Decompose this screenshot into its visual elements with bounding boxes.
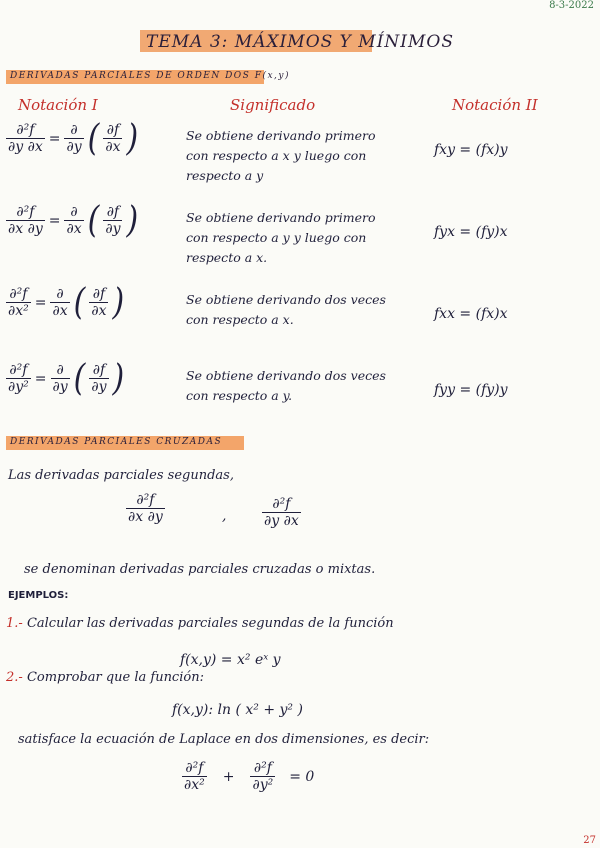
left-paren: (: [87, 198, 100, 241]
inner-numerator: ∂f: [106, 122, 120, 138]
example-2-formula: f(x,y): ln ( x² + y² ): [172, 702, 303, 718]
meaning-text: Se obtiene derivando primero con respecto a y y luego con respecto a x.: [186, 210, 376, 265]
cross-f2-den: ∂y ∂x: [264, 513, 299, 529]
lhs-denominator: ∂x ∂y: [8, 221, 43, 237]
cross-outro: se denominan derivadas parciales cruzadas o mixtas.: [24, 562, 376, 577]
page-title: TEMA 3: MÁXIMOS Y MÍNIMOS: [146, 32, 455, 52]
notation2-header: Notación II: [452, 96, 538, 114]
inner-denominator: ∂x: [91, 303, 107, 319]
inner-denominator: ∂x: [105, 139, 121, 155]
right-paren: ): [126, 198, 139, 241]
notation1-formula: [6, 116, 139, 159]
notation2-formula: fyy = (fy)y: [434, 382, 508, 398]
laplace-t2-den: ∂y²: [252, 777, 274, 793]
lhs-denominator: ∂y²: [8, 379, 29, 395]
operator-numerator: ∂: [70, 122, 78, 138]
lhs-numerator: ∂²f: [9, 286, 28, 302]
meaning-text: Se obtiene derivando primero con respecto a x y luego con respecto a y: [186, 128, 376, 183]
examples-label: EJEMPLOS:: [8, 590, 69, 601]
example-1-number: 1.-: [6, 616, 23, 631]
operator-denominator: ∂x: [52, 303, 68, 319]
inner-denominator: ∂y: [91, 379, 107, 395]
cross-fraction-1: [126, 492, 165, 525]
right-paren: ): [126, 116, 139, 159]
cross-f1-den: ∂x ∂y: [128, 509, 163, 525]
page-number: 27: [583, 835, 596, 846]
lhs-denominator: ∂x²: [8, 303, 29, 319]
section2-heading: DERIVADAS PARCIALES CRUZADAS: [10, 437, 223, 447]
operator-numerator: ∂: [70, 204, 78, 220]
notation1-formula: [6, 198, 139, 241]
notation2-formula: fxy = (fx)y: [434, 142, 508, 158]
section1-heading: DERIVADAS PARCIALES DE ORDEN DOS F(x,y): [10, 71, 290, 81]
lhs-numerator: ∂²f: [16, 122, 35, 138]
inner-numerator: ∂f: [92, 286, 106, 302]
notation2-formula: fyx = (fy)x: [434, 224, 508, 240]
cross-intro: Las derivadas parciales segundas,: [8, 468, 234, 483]
right-paren: ): [112, 356, 125, 399]
example-2: [6, 670, 204, 685]
date-stamp: 8-3-2022: [549, 0, 594, 11]
inner-numerator: ∂f: [106, 204, 120, 220]
notation2-formula: fxx = (fx)x: [434, 306, 508, 322]
example-1-text: Calcular las derivadas parciales segundas de la función: [26, 616, 394, 631]
operator-denominator: ∂y: [66, 139, 82, 155]
inner-denominator: ∂y: [105, 221, 121, 237]
laplace-plus: +: [222, 768, 235, 785]
equals-sign: =: [48, 130, 61, 147]
operator-numerator: ∂: [56, 362, 64, 378]
meaning-text: Se obtiene derivando dos veces con respecto a x.: [186, 292, 386, 327]
left-paren: (: [87, 116, 100, 159]
notation1-formula: [6, 280, 125, 323]
lhs-numerator: ∂²f: [9, 362, 28, 378]
meaning-header: Significado: [230, 96, 316, 114]
laplace-t1-den: ∂x²: [184, 777, 205, 793]
meaning-text: Se obtiene derivando dos veces con respecto a y.: [186, 368, 386, 403]
left-paren: (: [73, 280, 86, 323]
cross-f2-num: ∂²f: [272, 496, 291, 512]
example-2-number: 2.-: [6, 670, 23, 685]
left-paren: (: [73, 356, 86, 399]
laplace-equation: [182, 760, 314, 793]
example-2-text: Comprobar que la función:: [26, 670, 204, 685]
example-2-text2: satisface la ecuación de Laplace en dos dimensiones, es decir:: [18, 732, 430, 747]
notation1-formula: [6, 356, 125, 399]
cross-f1-num: ∂²f: [136, 492, 155, 508]
laplace-t2-num: ∂²f: [253, 760, 272, 776]
inner-numerator: ∂f: [92, 362, 106, 378]
example-1-formula: f(x,y) = x² eˣ y: [180, 652, 281, 668]
equals-sign: =: [34, 294, 47, 311]
operator-denominator: ∂y: [52, 379, 68, 395]
lhs-denominator: ∂y ∂x: [8, 139, 43, 155]
cross-separator: ,: [222, 508, 227, 524]
equals-sign: =: [34, 370, 47, 387]
laplace-t1-num: ∂²f: [185, 760, 204, 776]
right-paren: ): [112, 280, 125, 323]
operator-numerator: ∂: [56, 286, 64, 302]
laplace-rhs: = 0: [289, 768, 315, 785]
example-1: [6, 616, 394, 631]
lhs-numerator: ∂²f: [16, 204, 35, 220]
notation1-header: Notación I: [18, 96, 98, 114]
equals-sign: =: [48, 212, 61, 229]
operator-denominator: ∂x: [66, 221, 82, 237]
cross-fraction-2: [262, 496, 301, 529]
